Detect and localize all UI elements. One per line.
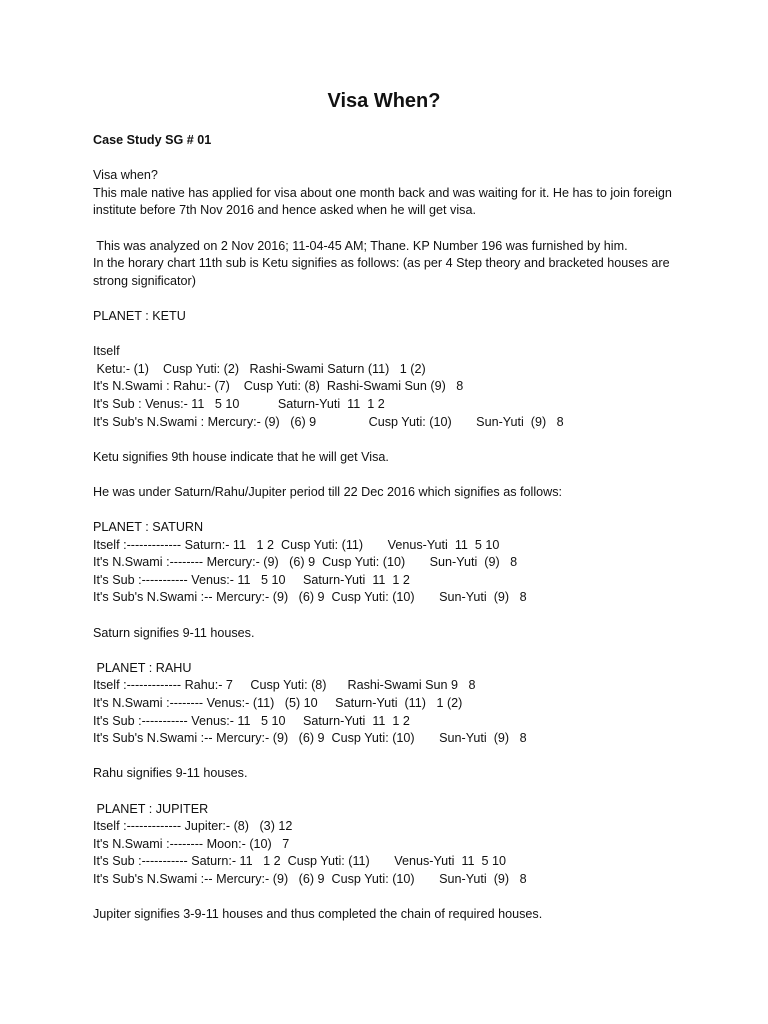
jupiter-line-4: It's Sub's N.Swami :-- Mercury:- (9) (6) 9 Cusp Yuti: (10) Sun-Yuti (9) 8	[93, 871, 527, 886]
intro-heading: Visa when?	[93, 168, 158, 183]
ketu-conclusion: Ketu signifies 9th house indicate that he will get Visa.	[93, 449, 389, 464]
ketu-line-1: Ketu:- (1) Cusp Yuti: (2) Rashi-Swami Saturn (11) 1 (2)	[93, 361, 426, 376]
intro-paragraph-1: This male native has applied for visa about one month back and was waiting for it. He has to join foreign institute before 7th Nov 2016 and hence asked when he will get visa.	[93, 185, 672, 218]
spacer	[93, 748, 693, 766]
jupiter-conclusion: Jupiter signifies 3-9-11 houses and thus completed the chain of required houses.	[93, 907, 543, 922]
jupiter-line-3: It's Sub :----------- Saturn:- 11 1 2 Cusp Yuti: (11) Venus-Yuti 11 5 10	[93, 854, 507, 869]
jupiter-line-1: Itself :------------- Jupiter:- (8) (3) 12	[93, 819, 293, 834]
rahu-line-4: It's Sub's N.Swami :-- Mercury:- (9) (6) 9 Cusp Yuti: (10) Sun-Yuti (9) 8	[93, 731, 527, 746]
ketu-line-3: It's Sub : Venus:- 11 5 10 Saturn-Yuti 11 1 2	[93, 396, 385, 411]
ketu-heading: PLANET : KETU	[93, 308, 186, 323]
saturn-line-1: Itself :------------- Saturn:- 11 1 2 Cusp Yuti: (11) Venus-Yuti 11 5 10	[93, 537, 500, 552]
case-study-label: Case Study SG # 01	[93, 133, 212, 147]
saturn-heading: PLANET : SATURN	[93, 520, 204, 535]
spacer	[93, 501, 693, 519]
spacer	[93, 290, 693, 308]
document-title: Visa When?	[327, 90, 441, 112]
spacer	[93, 642, 693, 660]
saturn-line-4: It's Sub's N.Swami :-- Mercury:- (9) (6) 9 Cusp Yuti: (10) Sun-Yuti (9) 8	[93, 590, 527, 605]
rahu-line-1: Itself :------------- Rahu:- 7 Cusp Yuti: (8) Rashi-Swami Sun 9 8	[93, 678, 476, 693]
ketu-line-2: It's N.Swami : Rahu:- (7) Cusp Yuti: (8) Rashi-Swami Sun (9) 8	[93, 379, 464, 394]
spacer	[93, 326, 693, 344]
intro-paragraph-3: In the horary chart 11th sub is Ketu signifies as follows: (as per 4 Step theory and bracketed houses are strong significator)	[93, 256, 670, 288]
ketu-itself-label: Itself	[93, 344, 120, 359]
saturn-line-3: It's Sub :----------- Venus:- 11 5 10 Saturn-Yuti 11 1 2	[93, 572, 410, 587]
spacer	[93, 431, 693, 449]
jupiter-line-2: It's N.Swami :-------- Moon:- (10) 7	[93, 836, 290, 851]
intro-paragraph-2: This was analyzed on 2 Nov 2016; 11-04-45 AM; Thane. KP Number 196 was furnished by him.	[93, 238, 628, 253]
spacer	[93, 220, 693, 238]
spacer	[93, 150, 693, 168]
saturn-line-2: It's N.Swami :-------- Mercury:- (9) (6) 9 Cusp Yuti: (10) Sun-Yuti (9) 8	[93, 555, 518, 570]
spacer	[93, 466, 693, 484]
ketu-line-4: It's Sub's N.Swami : Mercury:- (9) (6) 9 Cusp Yuti: (10) Sun-Yuti (9) 8	[93, 414, 564, 429]
rahu-line-3: It's Sub :----------- Venus:- 11 5 10 Saturn-Yuti 11 1 2	[93, 713, 410, 728]
period-text: He was under Saturn/Rahu/Jupiter period till 22 Dec 2016 which signifies as follows:	[93, 484, 563, 499]
jupiter-heading: PLANET : JUPITER	[93, 801, 209, 816]
rahu-heading: PLANET : RAHU	[93, 660, 192, 675]
saturn-conclusion: Saturn signifies 9-11 houses.	[93, 625, 255, 640]
spacer	[93, 783, 693, 801]
rahu-line-2: It's N.Swami :-------- Venus:- (11) (5) 10 Saturn-Yuti (11) 1 (2)	[93, 696, 463, 710]
rahu-conclusion: Rahu signifies 9-11 houses.	[93, 766, 248, 781]
spacer	[93, 607, 693, 625]
document-body	[93, 132, 693, 924]
spacer	[93, 889, 693, 907]
